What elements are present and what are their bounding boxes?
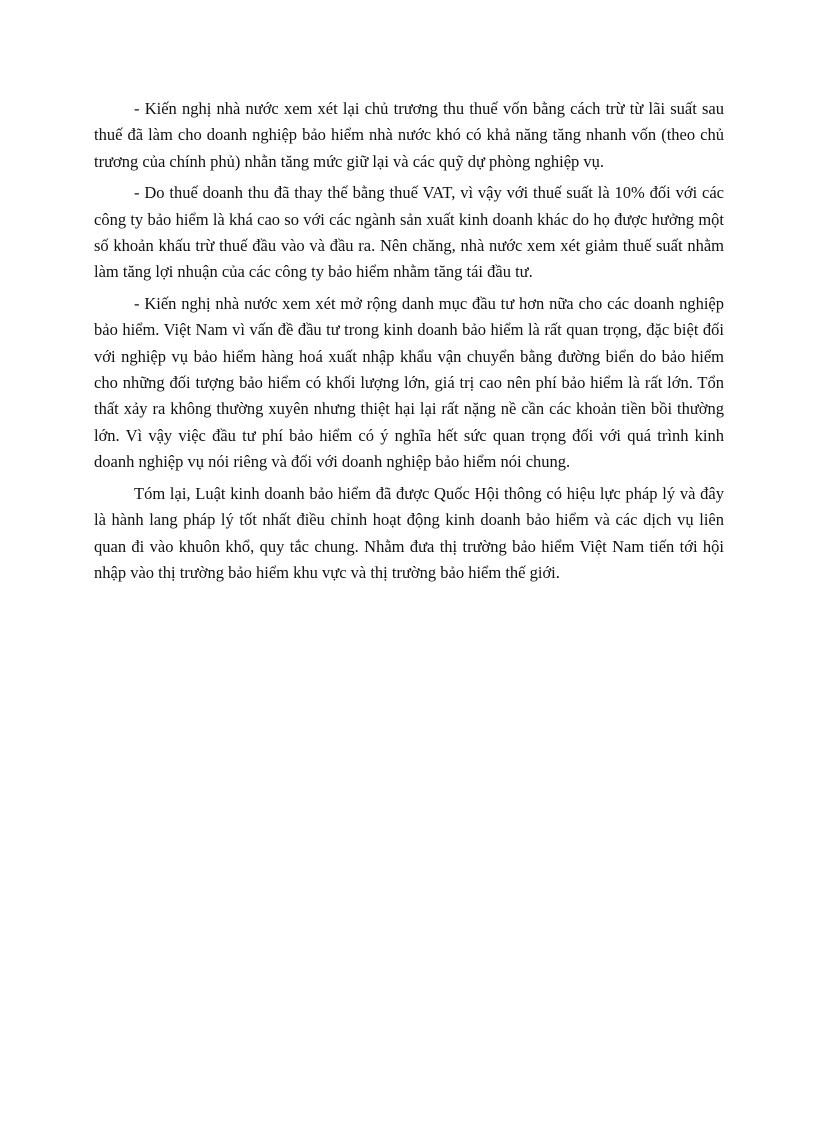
paragraph-vat-recommendation: - Do thuế doanh thu đã thay thế bằng thuế VAT, vì vậy với thuế suất là 10% đối với các công ty bảo hiểm là khá cao so với các ngành sản xuất kinh doanh khác do họ được hưởng một số khoản khấu trừ thuế đầu vào và đầu ra. Nên chăng, nhà nước xem xét giảm thuế suất nhằm làm tăng lợi nhuận của các công ty bảo hiểm nhằm tăng tái đầu tư. xyxy=(94,183,724,282)
document-page xyxy=(94,96,724,591)
paragraph-conclusion: Tóm lại, Luật kinh doanh bảo hiểm đã được Quốc Hội thông có hiệu lực pháp lý và đây là hành lang pháp lý tốt nhất điều chỉnh hoạt động kinh doanh bảo hiểm và các dịch vụ liên quan đi vào khuôn khổ, quy tắc chung. Nhằm đưa thị trường bảo hiểm Việt Nam tiến tới hội nhập vào thị trường bảo hiểm khu vực và thị trường bảo hiểm thế giới. xyxy=(94,483,724,582)
paragraph-investment-portfolio-recommendation: - Kiến nghị nhà nước xem xét mở rộng danh mục đầu tư hơn nữa cho các doanh nghiệp bảo hiểm. Việt Nam vì vấn đề đầu tư trong kinh doanh bảo hiểm là rất quan trọng, đặc biệt đối với nghiệp vụ bảo hiểm hàng hoá xuất nhập khẩu vận chuyển bằng đường biển do bảo hiểm cho những đối tượng bảo hiểm có khối lượng lớn, giá trị cao nên phí bảo hiểm là rất lớn. Tổn thất xảy ra không thường xuyên nhưng thiệt hại lại rất nặng nề cần các khoản tiền bồi thường lớn. Vì vậy việc đầu tư phí bảo hiểm có ý nghĩa hết sức quan trọng đối với quá trình kinh doanh nghiệp vụ nói riêng và đối với doanh nghiệp bảo hiểm nói chung. xyxy=(94,293,724,472)
paragraph-tax-capital-recommendation: - Kiến nghị nhà nước xem xét lại chủ trương thu thuế vốn bằng cách trừ từ lãi suất sau thuế đã làm cho doanh nghiệp bảo hiểm nhà nước khó có khả năng tăng nhanh vốn (theo chủ trương của chính phủ) nhằn tăng mức giữ lại và các quỹ dự phòng nghiệp vụ. xyxy=(94,99,724,171)
